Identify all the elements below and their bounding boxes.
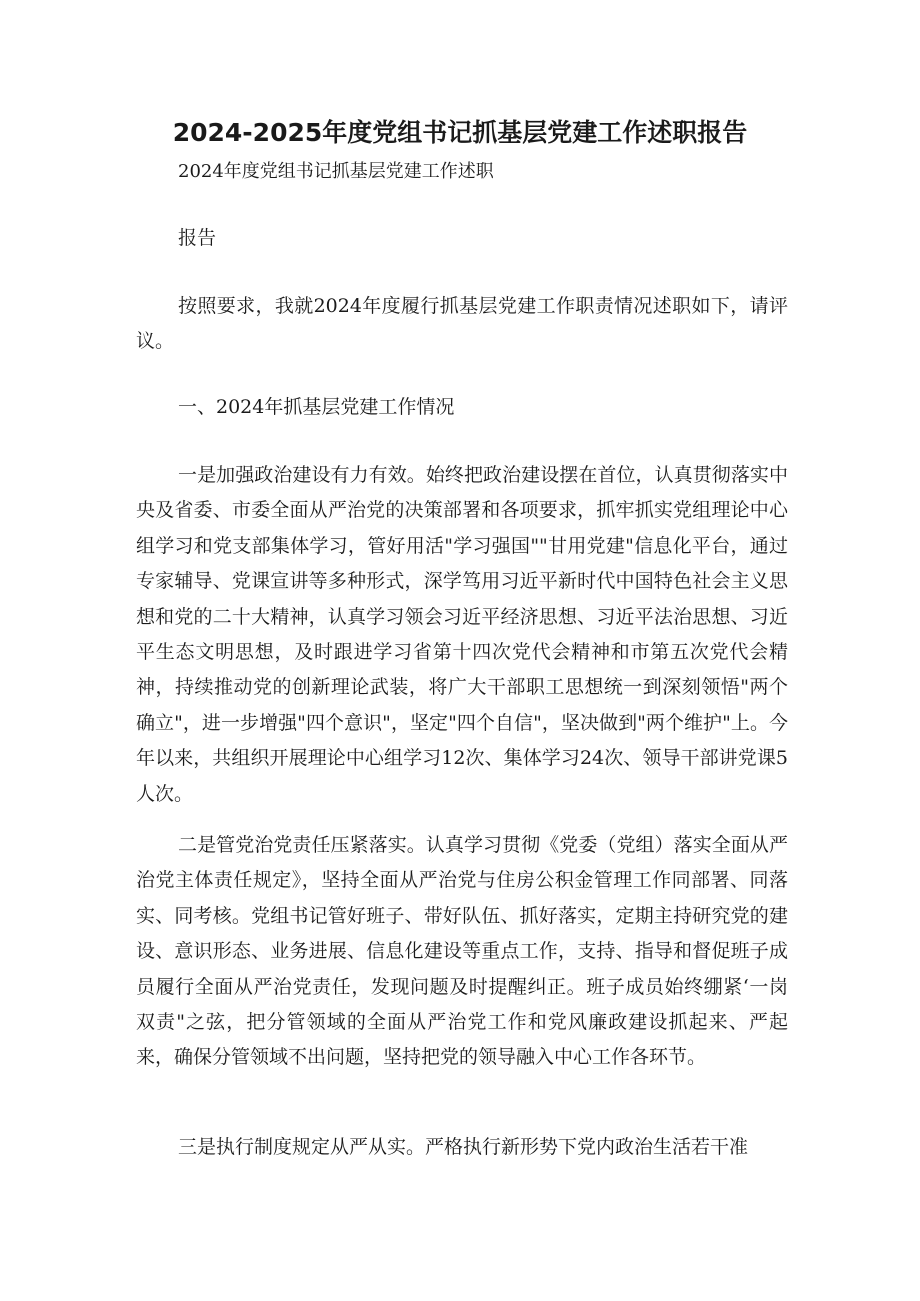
paragraph-intro: 按照要求，我就2024年度履行抓基层党建工作职责情况述职如下，请评议。 (136, 295, 788, 353)
document-title: 2024-2025年度党组书记抓基层党建工作述职报告 (172, 118, 748, 147)
section-heading: 一、2024年抓基层党建工作情况 (178, 396, 455, 418)
paragraph-party-governance: 二是管党治党责任压紧落实。认真学习贯彻《党委（党组）落实全面从严治党主体责任规定》，坚持全面从严治党与住房公积金管理工作同部署、同落实、同考核。党组书记管好班子、带好队伍、抓好落实，定期主持研究党的建设、意识形态、业务进展、信息化建设等重点工作，支持、指导和督促班子成员履行全面从严治党责任，发现问题及时提醒纠正。班子成员始终绷紧‘一岗双责"之弦，把分管领域的全面从严治党工作和党风廉政建设抓起来、严起来，确保分管领域不出问题，坚持把党的领导融入中心工作各环节。 (136, 834, 788, 1069)
document-subtitle: 2024年度党组书记抓基层党建工作述职 (178, 161, 494, 182)
paragraph-political-building: 一是加强政治建设有力有效。始终把政治建设摆在首位，认真贯彻落实中央及省委、市委全面从严治党的决策部署和各项要求，抓牢抓实党组理论中心组学习和党支部集体学习，管好用活"学习强国""甘用党建"信息化平台，通过专家辅导、党课宣讲等多种形式，深学笃用习近平新时代中国特色社会主义思想和党的二十大精神，认真学习领会习近平经济思想、习近平法治思想、习近平生态文明思想，及时跟进学习省第十四次党代会精神和市第五次党代会精神，持续推动党的创新理论武装，将广大干部职工思想统一到深刻领悟"两个确立"，进一步增强"四个意识"，坚定"四个自信"，坚决做到"两个维护"上。今年以来，共组织开展理论中心组学习12次、集体学习24次、领导干部讲党课5人次。 (136, 464, 788, 805)
document-subtitle-continuation: 报告 (178, 227, 217, 249)
paragraph-system-rules: 三是执行制度规定从严从实。严格执行新形势下党内政治生活若干准 (178, 1136, 749, 1158)
